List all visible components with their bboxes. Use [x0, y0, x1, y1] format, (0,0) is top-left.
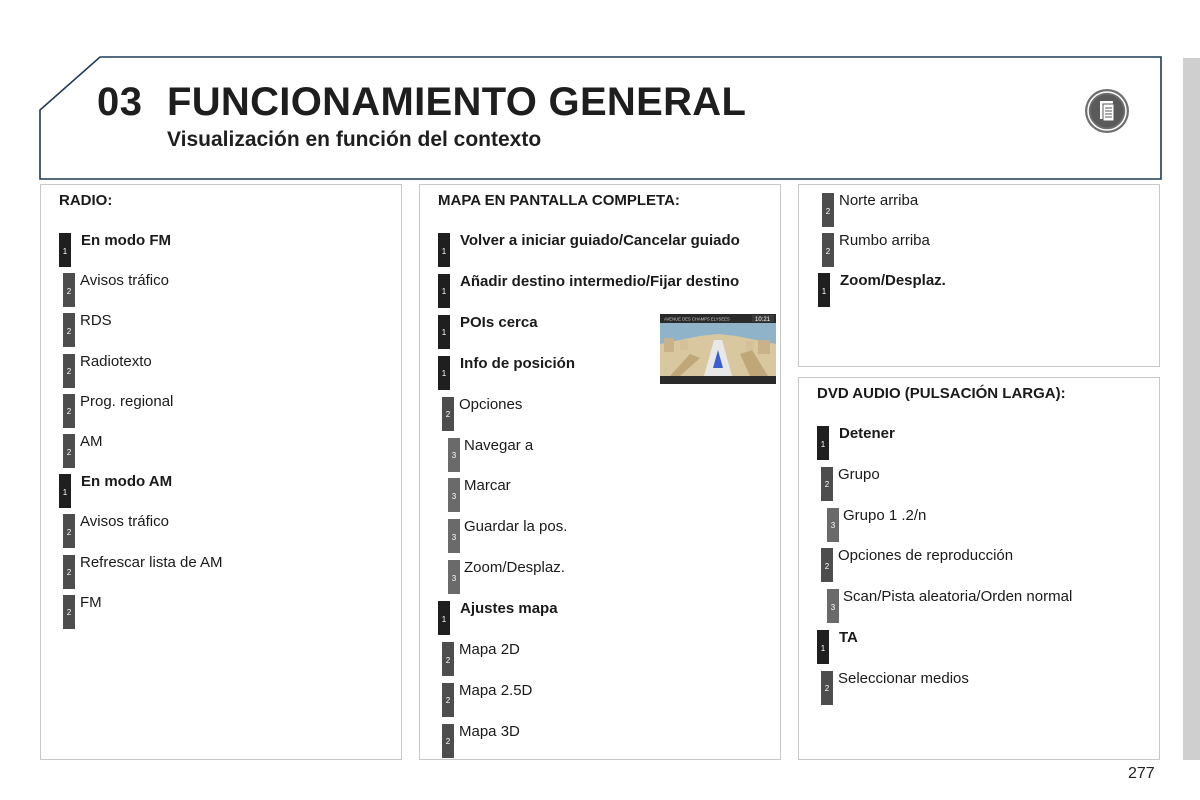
level-2-marker: 2: [821, 548, 833, 582]
level-3-marker: 3: [448, 438, 460, 472]
menu-item-label: FM: [80, 593, 102, 611]
menu-item-label: Marcar: [464, 477, 511, 495]
menu-item-label: Navegar a: [464, 436, 534, 454]
level-1-marker: 1: [59, 474, 71, 508]
dvd-panel-title: DVD AUDIO (PULSACIÓN LARGA):: [817, 385, 1066, 402]
menu-item-label: Opciones: [459, 395, 523, 413]
level-2-marker: 2: [63, 514, 75, 548]
chapter-title: FUNCIONAMIENTO GENERAL: [167, 80, 747, 124]
menu-item-label: Prog. regional: [80, 392, 174, 410]
level-2-marker: 2: [821, 671, 833, 705]
menu-item-label: Opciones de reproducción: [838, 547, 1014, 565]
level-2-marker: 2: [63, 434, 75, 468]
chapter-number: 03: [97, 80, 143, 124]
menu-item-label: Rumbo arriba: [839, 232, 930, 249]
map-street-name: AVENUE DES CHAMPS ELYSEES: [664, 316, 730, 322]
menu-item-label: Mapa 3D: [459, 722, 520, 740]
manual-book-icon: [1084, 88, 1130, 134]
menu-item-label: Mapa 2D: [459, 641, 520, 658]
level-2-marker: 2: [822, 233, 834, 267]
level-3-marker: 3: [448, 478, 460, 512]
page-number: 277: [1128, 765, 1155, 782]
chapter-subtitle: Visualización en función del contexto: [167, 128, 542, 151]
map-screenshot-thumbnail: [660, 314, 776, 384]
level-2-marker: 2: [822, 193, 834, 227]
level-1-marker: 1: [438, 315, 450, 349]
menu-item-label: Grupo 1 .2/n: [843, 506, 927, 524]
menu-item-label: Scan/Pista aleatoria/Orden normal: [843, 588, 1073, 606]
level-1-marker: 1: [438, 233, 450, 267]
level-2-marker: 2: [63, 394, 75, 428]
menu-item-label: Zoom/Desplaz.: [840, 272, 946, 289]
level-1-marker: 1: [59, 233, 71, 267]
level-2-marker: 2: [442, 642, 454, 676]
map-panel: [419, 184, 781, 760]
menu-item-label: Volver a iniciar guiado/Cancelar guiado: [460, 232, 740, 249]
menu-item-label: Avisos tráfico: [80, 513, 169, 531]
level-2-marker: 2: [442, 683, 454, 717]
menu-item-label: Info de posición: [460, 354, 575, 372]
level-1-marker: 1: [818, 273, 830, 307]
menu-item-label: Avisos tráfico: [80, 272, 169, 290]
menu-item-label: Ajustes mapa: [460, 600, 558, 618]
level-2-marker: 2: [821, 467, 833, 501]
menu-item-label: Grupo: [838, 465, 880, 483]
level-1-marker: 1: [438, 356, 450, 390]
menu-item-label: TA: [839, 629, 858, 646]
level-2-marker: 2: [63, 555, 75, 589]
level-1-marker: 1: [438, 601, 450, 635]
level-1-marker: 1: [817, 630, 829, 664]
menu-item-label: Detener: [839, 425, 895, 442]
menu-item-label: Guardar la pos.: [464, 518, 568, 536]
page-edge-tab: [1183, 58, 1200, 760]
level-2-marker: 2: [63, 595, 75, 629]
menu-item-label: Zoom/Desplaz.: [464, 559, 565, 577]
menu-item-label: POIs cerca: [460, 313, 538, 331]
level-3-marker: 3: [448, 519, 460, 553]
level-3-marker: 3: [448, 560, 460, 594]
menu-item-label: RDS: [80, 312, 112, 330]
menu-item-label: Mapa 2.5D: [459, 681, 533, 699]
map-panel-title: MAPA EN PANTALLA COMPLETA:: [438, 192, 680, 209]
map-clock: 10:21: [755, 317, 771, 323]
level-2-marker: 2: [63, 313, 75, 347]
menu-item-label: Norte arriba: [839, 192, 919, 209]
level-3-marker: 3: [827, 508, 839, 542]
level-2-marker: 2: [442, 724, 454, 758]
menu-item-label: Añadir destino intermedio/Fijar destino: [460, 272, 740, 290]
level-1-marker: 1: [438, 274, 450, 308]
level-1-marker: 1: [817, 426, 829, 460]
menu-item-label: Seleccionar medios: [838, 669, 969, 687]
level-3-marker: 3: [827, 589, 839, 623]
radio-panel: [40, 184, 402, 760]
menu-item-label: En modo AM: [81, 473, 173, 491]
menu-item-label: AM: [80, 433, 103, 450]
menu-item-label: Radiotexto: [80, 352, 152, 370]
menu-item-label: En modo FM: [81, 232, 171, 249]
level-2-marker: 2: [442, 397, 454, 431]
radio-panel-title: RADIO:: [59, 192, 113, 209]
menu-item-label: Refrescar lista de AM: [80, 553, 223, 571]
level-2-marker: 2: [63, 354, 75, 388]
level-2-marker: 2: [63, 273, 75, 307]
